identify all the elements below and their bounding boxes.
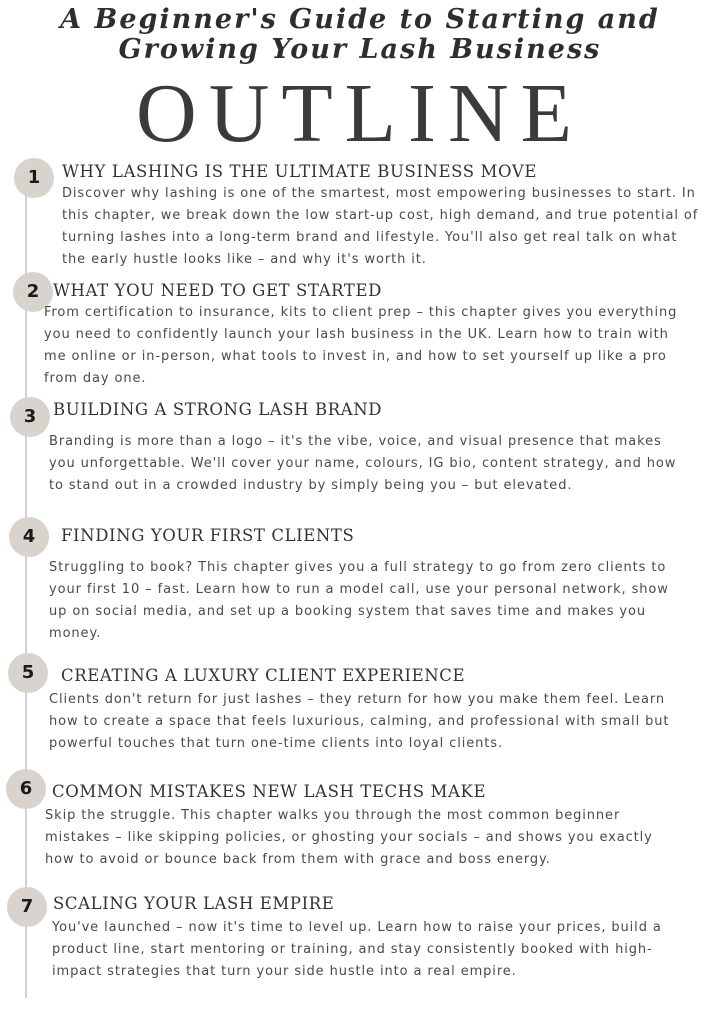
chapter-number-badge: 7 bbox=[7, 887, 47, 927]
chapter-heading: COMMON MISTAKES NEW LASH TECHS MAKE bbox=[52, 782, 487, 801]
chapter-heading: WHY LASHING IS THE ULTIMATE BUSINESS MOVE bbox=[62, 162, 538, 181]
subtitle-line-1: A Beginner's Guide to Starting and bbox=[60, 4, 660, 35]
chapter-number-badge: 2 bbox=[13, 272, 53, 312]
chapter-description: You've launched – now it's time to level up. Learn how to raise your prices, build a product line, start mentoring or training, and stay consistently booked with high-impact strategies that turn your side hustle into a real empire. bbox=[52, 920, 662, 979]
chapter-description: Clients don't return for just lashes – they return for how you make them feel. Learn how to create a space that feels luxurious, calming, and professional with small but powerful touches that turn one-time clients into loyal clients. bbox=[49, 692, 670, 751]
chapter-number-badge: 4 bbox=[9, 517, 49, 557]
chapter-number-badge: 3 bbox=[10, 397, 50, 437]
chapter-description: Branding is more than a logo – it's the vibe, voice, and visual presence that makes you unforgettable. We'll cover your name, colours, IG bio, content strategy, and how to stand out in a crowded industry by simply being you – but elevated. bbox=[49, 434, 677, 493]
chapter-number-badge: 6 bbox=[6, 769, 46, 809]
chapter-heading: CREATING A LUXURY CLIENT EXPERIENCE bbox=[61, 666, 466, 685]
chapter-heading: FINDING YOUR FIRST CLIENTS bbox=[61, 526, 355, 545]
subtitle-line-2: Growing Your Lash Business bbox=[118, 34, 602, 65]
chapter-description: Skip the struggle. This chapter walks you through the most common beginner mistakes – like skipping policies, or ghosting your socials – and shows you exactly how to avoid or bounce back from them with grace and boss energy. bbox=[45, 808, 653, 867]
chapter-heading: BUILDING A STRONG LASH BRAND bbox=[53, 400, 383, 419]
page-title: OUTLINE bbox=[136, 67, 584, 160]
chapter-description: Discover why lashing is one of the smartest, most empowering businesses to start. In this chapter, we break down the low start-up cost, high demand, and true potential of turning lashes into a long-term brand and lifestyle. You'll also get real talk on what the early hustle looks like – and why it's worth it. bbox=[62, 186, 699, 267]
chapter-number-badge: 1 bbox=[14, 158, 54, 198]
timeline-line bbox=[25, 192, 27, 998]
chapter-heading: SCALING YOUR LASH EMPIRE bbox=[53, 894, 335, 913]
chapter-number-badge: 5 bbox=[8, 653, 48, 693]
chapter-description: Struggling to book? This chapter gives you a full strategy to go from zero clients to your first 10 – fast. Learn how to run a model call, use your personal network, show up on social media, and set up a booking system that saves time and makes you money. bbox=[49, 560, 669, 641]
chapter-description: From certification to insurance, kits to client prep – this chapter gives you everything you need to confidently launch your lash business in the UK. Learn how to train with me online or in-person, what tools to invest in, and how to set yourself up like a pro from day one. bbox=[44, 305, 678, 386]
chapter-heading: WHAT YOU NEED TO GET STARTED bbox=[53, 281, 382, 300]
